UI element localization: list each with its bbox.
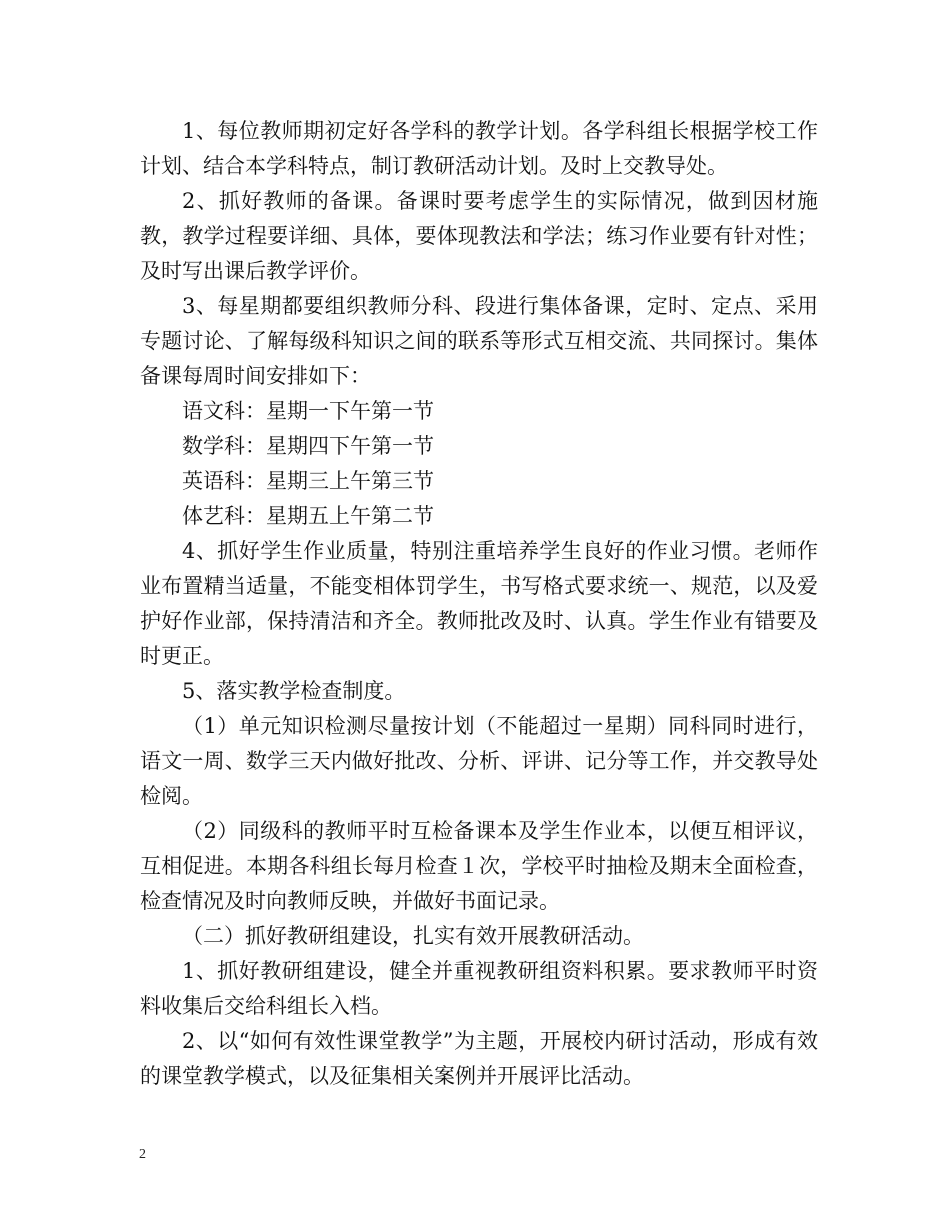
section-heading-2: （二）抓好教研组建设，扎实有效开展教研活动。 xyxy=(182,924,644,948)
paragraph-7: 2、以“如何有效性课堂教学”为主题，开展校内研讨活动，形成有效的课堂教学模式，以及征集相关案例并开展评比活动。 xyxy=(140,1029,818,1088)
paragraph-6: 1、抓好教研组建设，健全并重视教研组资料积累。要求教师平时资料收集后交给科组长入档。 xyxy=(140,959,818,1018)
document-body xyxy=(140,114,818,1094)
paragraph-5: 5、落实教学检查制度。 xyxy=(182,679,406,703)
schedule-arts: 体艺科：星期五上午第二节 xyxy=(182,504,434,528)
paragraph-2: 2、抓好教师的备课。备课时要考虑学生的实际情况，做到因材施教，教学过程要详细、具体，要体现教法和学法；练习作业要有针对性；及时写出课后教学评价。 xyxy=(140,189,818,283)
paragraph-5-2: （2）同级科的教师平时互检备课本及学生作业本，以便互相评议，互相促进。本期各科组长每月检查１次，学校平时抽检及期末全面检查，检查情况及时向教师反映，并做好书面记录。 xyxy=(140,819,818,913)
schedule-chinese: 语文科：星期一下午第一节 xyxy=(182,399,434,423)
paragraph-4: 4、抓好学生作业质量，特别注重培养学生良好的作业习惯。老师作业布置精当适量，不能变相体罚学生，书写格式要求统一、规范，以及爱护好作业部，保持清洁和齐全。教师批改及时、认真。学生作业有错要及时更正。 xyxy=(140,539,818,668)
paragraph-3: 3、每星期都要组织教师分科、段进行集体备课，定时、定点、采用专题讨论、了解每级科知识之间的联系等形式互相交流、共同探讨。集体备课每周时间安排如下： xyxy=(140,294,818,388)
schedule-english: 英语科：星期三上午第三节 xyxy=(182,469,434,493)
paragraph-1: 1、每位教师期初定好各学科的教学计划。各学科组长根据学校工作计划、结合本学科特点，制订教研活动计划。及时上交教导处。 xyxy=(140,119,818,178)
paragraph-5-1: （1）单元知识检测尽量按计划（不能超过一星期）同科同时进行，语文一周、数学三天内做好批改、分析、评讲、记分等工作，并交教导处检阅。 xyxy=(140,714,818,808)
page-number: 2 xyxy=(139,1147,146,1162)
schedule-math: 数学科：星期四下午第一节 xyxy=(182,434,434,458)
